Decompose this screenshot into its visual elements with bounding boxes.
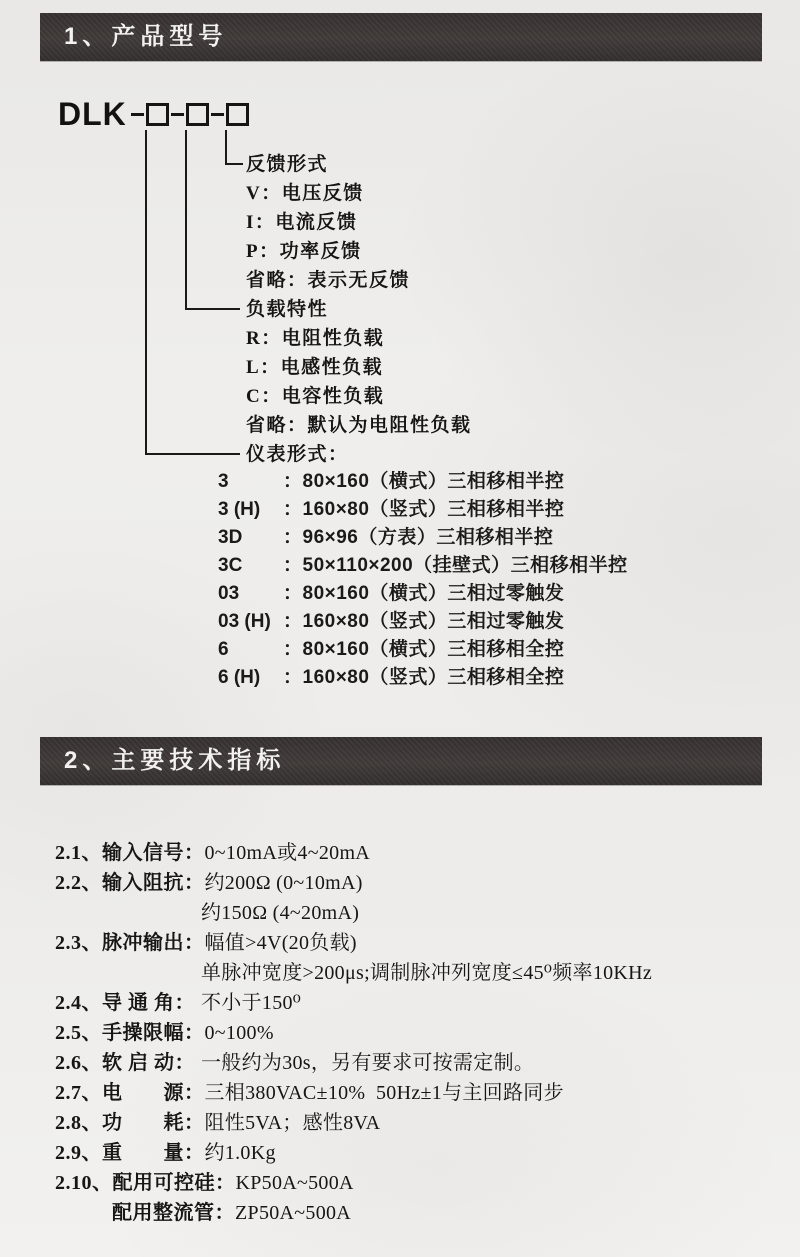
dash-separator: [171, 113, 184, 116]
spec-row-pulse-output-cont: [55, 958, 652, 988]
meter-branch-label: 仪表形式：: [246, 444, 349, 465]
load-item: L：电感性负载: [246, 357, 384, 378]
spec-value: 约150Ω (4~20mA): [201, 902, 360, 924]
model-desc-cell: ：50×110×200（挂壁式）三相移相半控: [283, 555, 628, 576]
spec-value: 0~10mA或4~20mA: [204, 842, 371, 864]
model-desc-cell: ：96×96（方表）三相移相半控: [283, 527, 554, 548]
spec-label: 2.1、输入信号：: [55, 842, 205, 864]
load-branch-label: 负载特性: [246, 299, 329, 320]
spec-row-thyristor: [55, 1168, 652, 1198]
spec-value: 不小于150⁰: [201, 992, 302, 1014]
dash-separator: [211, 113, 224, 116]
spec-row-input-impedance-cont: [55, 898, 652, 928]
spec-value: 三相380VAC±10% 50Hz±1与主回路同步: [204, 1082, 564, 1104]
spec-row-pulse-output: [55, 928, 652, 958]
model-table-row: [218, 608, 628, 636]
model-placeholder-box-1: [146, 103, 169, 126]
connector-feedback-horizontal: [225, 163, 243, 165]
spec-value: 幅值>4V(20负载): [204, 932, 357, 954]
spec-label: 2.9、重 量：: [55, 1142, 205, 1164]
spec-label: [55, 958, 201, 988]
model-table-row: [218, 664, 628, 692]
spec-value: 约1.0Kg: [204, 1142, 276, 1164]
spec-row-conduction-angle: [55, 988, 652, 1018]
spec-row-power-consumption: [55, 1108, 652, 1138]
connector-meter-horizontal: [145, 453, 240, 455]
spec-value: KP50A~500A: [235, 1172, 354, 1194]
model-legend: [246, 150, 472, 469]
connector-feedback-vertical: [225, 130, 227, 165]
spec-row-input-impedance: [55, 868, 652, 898]
model-prefix: DLK: [58, 96, 127, 132]
model-table-row: [218, 580, 628, 608]
spec-row-soft-start: [55, 1048, 652, 1078]
spec-value: 阻性5VA；感性8VA: [204, 1112, 381, 1134]
feedback-item: I：电流反馈: [246, 212, 358, 233]
spec-label: 2.10、配用可控硅：: [55, 1172, 236, 1194]
feedback-item: 省略：表示无反馈: [246, 270, 411, 291]
model-placeholder-box-2: [186, 103, 209, 126]
spec-list: [55, 838, 652, 1228]
model-code: [58, 96, 249, 132]
spec-label: [55, 898, 201, 928]
model-desc-cell: ：160×80（竖式）三相过零触发: [283, 611, 565, 632]
model-table-row: [218, 552, 628, 580]
load-item: R：电阻性负载: [246, 328, 385, 349]
feedback-branch-label: 反馈形式: [246, 154, 329, 175]
spec-value: ZP50A~500A: [235, 1202, 352, 1224]
model-code-cell: 6: [218, 639, 229, 660]
model-placeholder-box-3: [226, 103, 249, 126]
model-code-cell: 6 (H): [218, 667, 261, 688]
spec-label: 2.2、输入阻抗：: [55, 872, 205, 894]
section1-header-bar: [40, 13, 762, 61]
spec-label: 配用整流管：: [112, 1202, 235, 1224]
spec-row-power-supply: [55, 1078, 652, 1108]
section2-title: 2、主要技术指标: [64, 747, 286, 774]
model-desc-cell: ：160×80（竖式）三相移相半控: [283, 499, 565, 520]
model-code-cell: 03 (H): [218, 611, 271, 632]
model-desc-cell: ：80×160（横式）三相移相半控: [283, 471, 565, 492]
connector-load-vertical: [185, 130, 187, 310]
spec-value: 0~100%: [204, 1022, 274, 1044]
load-item: 省略：默认为电阻性负载: [246, 415, 472, 436]
spec-row-rectifier: [112, 1198, 652, 1228]
connector-meter-vertical: [145, 130, 147, 455]
spec-label: 2.7、电 源：: [55, 1082, 205, 1104]
model-code-cell: 3C: [218, 555, 243, 576]
model-table-row: [218, 496, 628, 524]
spec-label: 2.8、功 耗：: [55, 1112, 205, 1134]
model-desc-cell: ：80×160（横式）三相移相全控: [283, 639, 565, 660]
spec-value: 单脉冲宽度>200μs;调制脉冲列宽度≤45⁰频率10KHz: [201, 962, 653, 984]
model-table-row: [218, 636, 628, 664]
model-code-cell: 3 (H): [218, 499, 261, 520]
spec-row-weight: [55, 1138, 652, 1168]
spec-label: 2.6、软 启 动：: [55, 1052, 195, 1074]
feedback-item: V：电压反馈: [246, 183, 364, 204]
spec-label: 2.4、导 通 角：: [55, 992, 195, 1014]
spec-row-manual-limit: [55, 1018, 652, 1048]
model-table-row: [218, 524, 628, 552]
connector-load-horizontal: [185, 308, 240, 310]
section2-header-bar: [40, 737, 762, 785]
feedback-item: P：功率反馈: [246, 241, 362, 262]
model-table-row: [218, 468, 628, 496]
spec-label: 2.5、手操限幅：: [55, 1022, 205, 1044]
spec-value: 一般约为30s，另有要求可按需定制。: [201, 1052, 535, 1074]
model-desc-cell: ：160×80（竖式）三相移相全控: [283, 667, 565, 688]
model-code-cell: 03: [218, 583, 240, 604]
spec-row-input-signal: [55, 838, 652, 868]
model-code-cell: 3: [218, 471, 229, 492]
model-table: [218, 468, 628, 692]
spec-value: 约200Ω (0~10mA): [204, 872, 363, 894]
load-item: C：电容性负载: [246, 386, 385, 407]
section1-title: 1、产品型号: [64, 23, 228, 50]
dash-separator: [131, 113, 144, 116]
spec-label: 2.3、脉冲输出：: [55, 932, 205, 954]
model-code-cell: 3D: [218, 527, 243, 548]
model-desc-cell: ：80×160（横式）三相过零触发: [283, 583, 565, 604]
